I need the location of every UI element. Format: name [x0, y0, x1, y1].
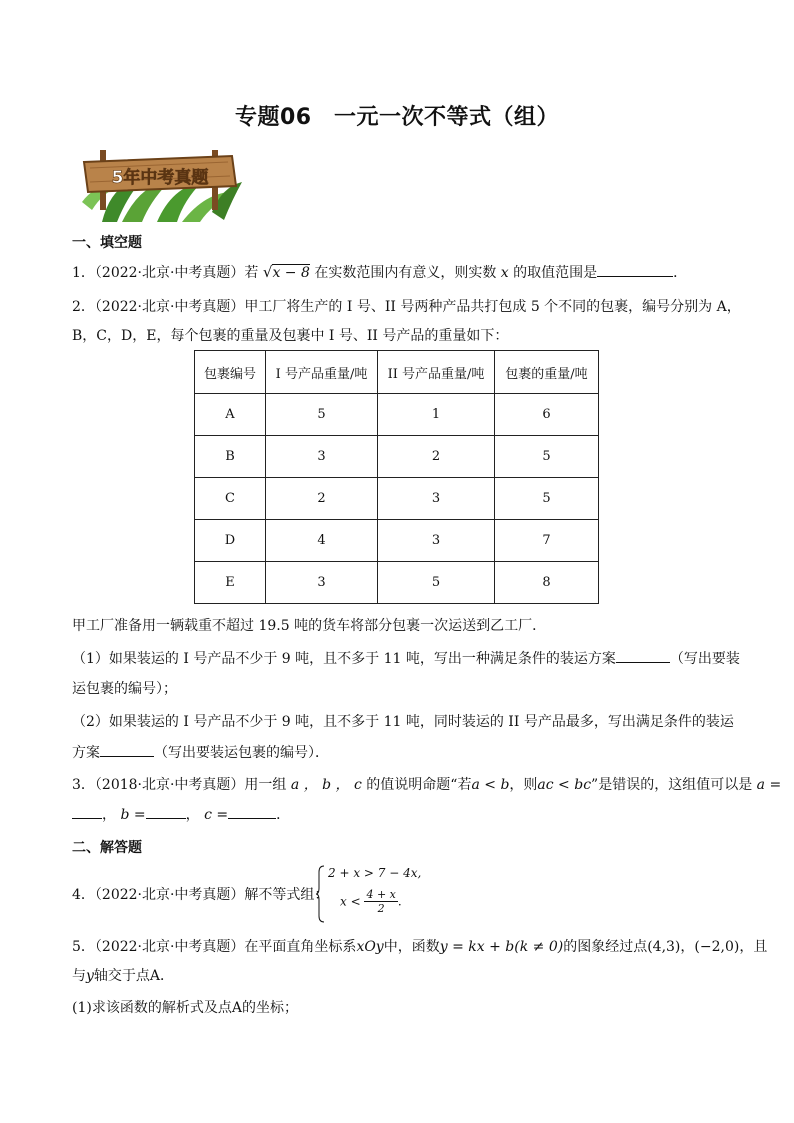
table-cell: 5	[495, 478, 599, 520]
table-cell: 5	[495, 436, 599, 478]
question-5-part-1: (1)求该函数的解析式及点A的坐标；	[72, 1000, 298, 1016]
q3-text-end: ”是错误的，这组值可以是	[591, 777, 753, 793]
table-cell: 5	[266, 394, 378, 436]
sqrt-expression: √x − 8	[262, 263, 310, 281]
question-4: 4．（2022·北京·中考真题）解不等式组：	[72, 887, 329, 903]
q3-period: ．	[276, 807, 291, 823]
table-cell: 1	[378, 394, 495, 436]
question-2-condition: 甲工厂准备用一辆载重不超过 19.5 吨的货车将部分包裹一次运送到乙工厂．	[72, 618, 547, 634]
table-cell: 2	[378, 436, 495, 478]
table-cell: 3	[266, 436, 378, 478]
q5-text-and: ，且	[739, 939, 768, 955]
question-2-part-1	[72, 650, 740, 668]
question-2-part-2: （2）如果装运的 I 号产品不少于 9 吨，且不多于 11 吨，同时装运的 II 号产品最多，写出满足条件的装运	[72, 714, 734, 730]
q2-part2-note: （写出要装运包裹的编号）．	[154, 745, 329, 761]
q3-condition-2: ac < bc	[537, 777, 592, 793]
five-year-exam-badge	[72, 142, 244, 222]
table-row	[195, 436, 599, 478]
table-cell: 2	[266, 478, 378, 520]
table-cell: A	[195, 394, 266, 436]
package-table	[194, 350, 599, 604]
table-row	[195, 394, 599, 436]
q3-text-then: ，则	[509, 777, 538, 793]
inequality-2-lhs: x <	[340, 894, 361, 909]
table-cell: D	[195, 520, 266, 562]
table-cell: 5	[378, 562, 495, 604]
q5-separator: ，	[680, 939, 695, 955]
question-5-line-1	[72, 938, 767, 956]
q5-function: y = kx + b(k ≠ 0)	[439, 939, 564, 955]
q1-answer-blank[interactable]	[597, 264, 673, 277]
q3-condition-1: a < b	[471, 777, 510, 793]
table-cell: 7	[495, 520, 599, 562]
q5-point-1: (4,3)	[647, 939, 681, 955]
question-3-line-2	[72, 806, 290, 824]
question-2-line-2: B，C，D，E，每个包裹的重量及包裹中 I 号、II 号产品的重量如下：	[72, 328, 509, 344]
q1-radicand: x − 8	[272, 265, 310, 281]
table-cell: B	[195, 436, 266, 478]
question-3-line-1	[72, 776, 781, 794]
q3-c-answer-blank[interactable]	[228, 806, 276, 819]
q3-variables: a ， b ， c	[290, 777, 362, 793]
q3-text-start: 3．（2018·北京·中考真题）用一组	[72, 777, 287, 793]
question-2-part-2-cont	[72, 744, 329, 762]
q1-variable: x	[500, 265, 509, 281]
q3-b-label: b =	[120, 807, 146, 823]
q3-a-answer-blank[interactable]	[72, 806, 102, 819]
q5-y-axis-var: y	[86, 968, 94, 984]
brace-icon	[316, 864, 326, 924]
q2-part2-answer-blank[interactable]	[100, 744, 154, 757]
q5-text-passes: 的图象经过点	[563, 939, 648, 955]
q3-separator: ，	[102, 807, 116, 823]
q1-period: ．	[673, 265, 688, 281]
table-row	[195, 562, 599, 604]
section-solutions: 二、解答题	[72, 840, 142, 856]
q2-part1-note: （写出要装	[669, 651, 740, 667]
q1-text-mid: 在实数范围内有意义，则实数	[314, 265, 497, 281]
question-5-line-2	[72, 967, 174, 985]
q5-text-intersect: 轴交于点A．	[93, 968, 175, 984]
fraction-denominator: 2	[377, 902, 385, 915]
q5-point-2: (−2,0)	[694, 939, 740, 955]
q3-b-answer-blank[interactable]	[146, 806, 186, 819]
q2-part1-text: （1）如果装运的 I 号产品不少于 9 吨，且不多于 11 吨，写出一种满足条件的装运方案	[72, 651, 616, 667]
q3-c-label: c =	[204, 807, 229, 823]
table-cell: 6	[495, 394, 599, 436]
inequality-1: 2 + x > 7 − 4x,	[328, 866, 422, 880]
q3-a-label: a =	[756, 777, 782, 793]
fraction	[364, 888, 397, 915]
q5-text-start: 5．（2022·北京·中考真题）在平面直角坐标系	[72, 939, 357, 955]
table-cell: C	[195, 478, 266, 520]
table-cell: E	[195, 562, 266, 604]
q2-part2-label: 方案	[72, 745, 100, 761]
question-2-part-1-cont: 运包裹的编号）；	[72, 681, 177, 697]
q1-text-end: 的取值范围是	[513, 265, 598, 281]
q3-text-proposition: 的值说明命题“若	[366, 777, 472, 793]
question-1	[72, 263, 687, 282]
inequality-2-end: .	[397, 894, 402, 909]
table-cell: 3	[266, 562, 378, 604]
table-cell: 3	[378, 520, 495, 562]
q5-text-function: 中，函数	[383, 939, 440, 955]
section-fill-in-blank: 一、填空题	[72, 235, 142, 251]
q2-part1-answer-blank[interactable]	[616, 650, 670, 663]
inequality-system	[316, 864, 426, 924]
table-cell: 4	[266, 520, 378, 562]
table-row	[195, 520, 599, 562]
page-title: 专题06 一元一次不等式（组）	[234, 105, 560, 130]
table-header-row	[195, 351, 599, 394]
table-header: 包裹的重量/吨	[495, 351, 599, 394]
table-cell: 8	[495, 562, 599, 604]
table-cell: 3	[378, 478, 495, 520]
inequality-2	[340, 888, 402, 915]
q5-text-with: 与	[72, 968, 86, 984]
fraction-numerator: 4 + x	[366, 888, 396, 901]
q1-text-start: 1．（2022·北京·中考真题）若	[72, 265, 259, 281]
table-row	[195, 478, 599, 520]
question-2-line-1: 2．（2022·北京·中考真题）甲工厂将生产的 I 号、II 号两种产品共打包成 5 个不同的包裹，编号分别为 A，	[72, 299, 741, 315]
badge-label: 5年中考真题	[111, 168, 209, 188]
table-header: 包裹编号	[195, 351, 266, 394]
q5-coordinate-system: xOy	[356, 939, 384, 955]
q3-separator: ，	[185, 807, 200, 823]
table-header: II 号产品重量/吨	[378, 351, 495, 394]
table-header: I 号产品重量/吨	[266, 351, 378, 394]
